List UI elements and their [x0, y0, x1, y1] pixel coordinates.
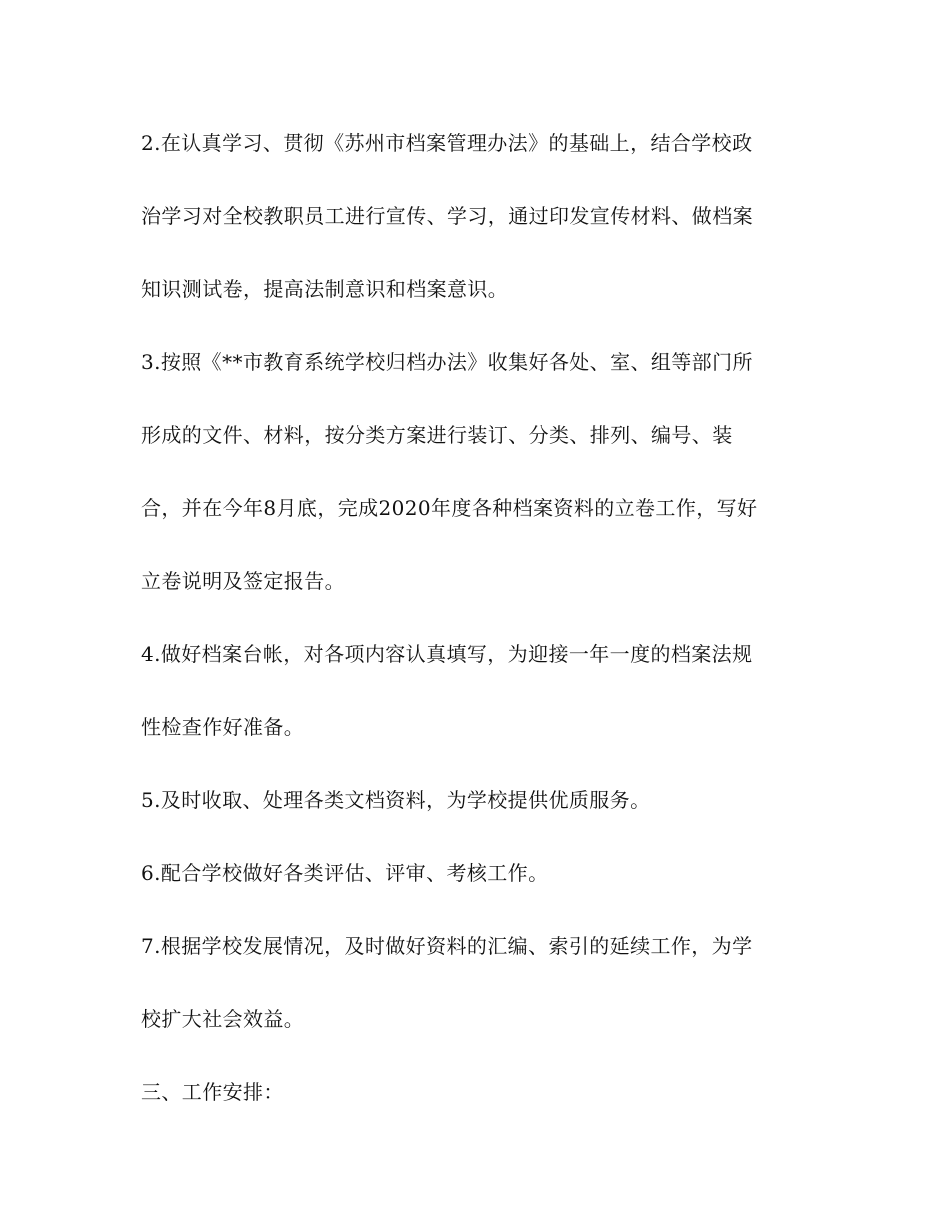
paragraph-3-line-3: 合，并在今年8月底，完成2020年度各种档案资料的立卷工作，写好: [141, 496, 758, 520]
paragraph-3-line-4: 立卷说明及签定报告。: [141, 569, 345, 593]
paragraph-2-line-3: 知识测试卷，提高法制意识和档案意识。: [141, 277, 509, 301]
paragraph-4-line-1: 4.做好档案台帐，对各项内容认真填写，为迎接一年一度的档案法规: [141, 642, 753, 666]
paragraph-2-line-2: 治学习对全校教职员工进行宣传、学习，通过印发宣传材料、做档案: [141, 204, 753, 228]
section-heading-work-arrangement: 三、工作安排：: [141, 1080, 284, 1104]
paragraph-3-line-1: 3.按照《**市教育系统学校归档办法》收集好各处、室、组等部门所: [141, 350, 753, 374]
paragraph-5-line-1: 5.及时收取、处理各类文档资料，为学校提供优质服务。: [141, 788, 651, 812]
paragraph-7-line-1: 7.根据学校发展情况，及时做好资料的汇编、索引的延续工作，为学: [141, 934, 753, 958]
paragraph-2-line-1: 2.在认真学习、贯彻《苏州市档案管理办法》的基础上，结合学校政: [141, 131, 753, 155]
paragraph-6-line-1: 6.配合学校做好各类评估、评审、考核工作。: [141, 861, 549, 885]
paragraph-7-line-2: 校扩大社会效益。: [141, 1007, 305, 1031]
paragraph-4-line-2: 性检查作好准备。: [141, 715, 305, 739]
paragraph-3-line-2: 形成的文件、材料，按分类方案进行装订、分类、排列、编号、装: [141, 423, 733, 447]
